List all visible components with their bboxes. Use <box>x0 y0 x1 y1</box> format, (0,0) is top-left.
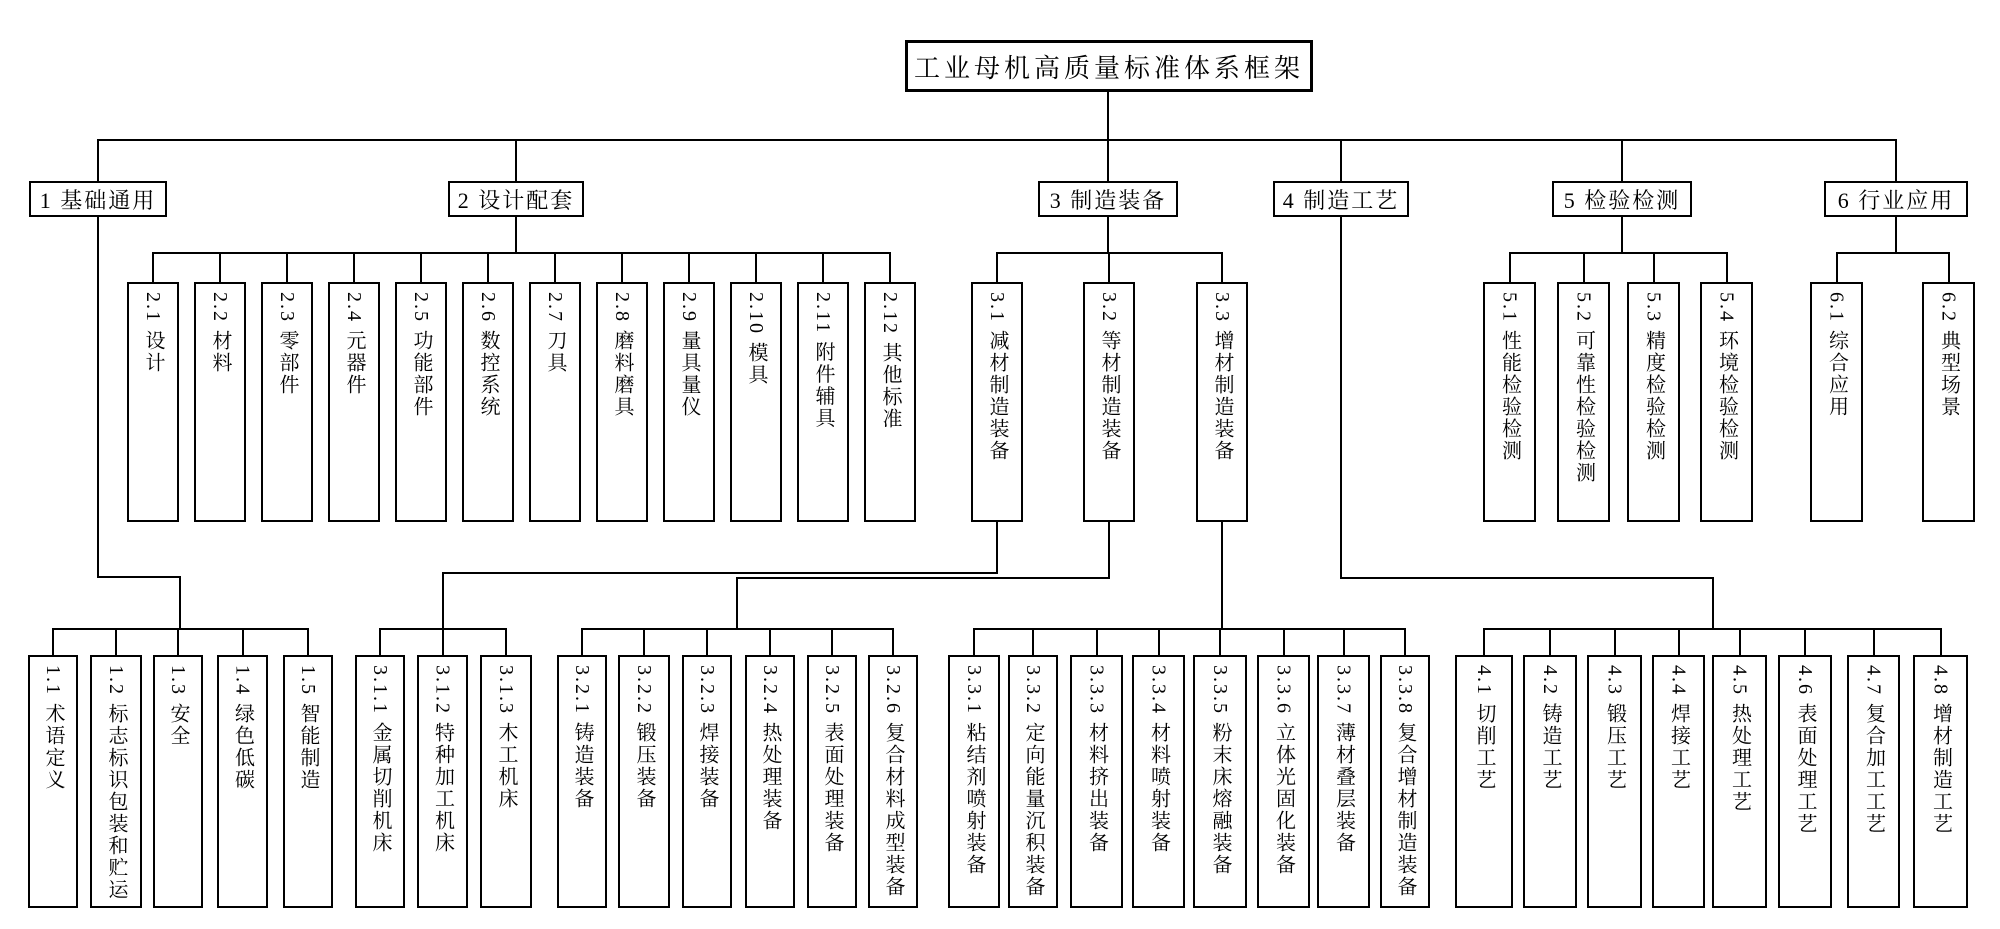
node-label: 1.1 术语定义 <box>42 665 64 791</box>
connector-line <box>621 253 623 282</box>
node-3-3-6 <box>1257 655 1310 908</box>
connector-line <box>420 253 422 282</box>
connector-line <box>1549 629 1551 655</box>
node-label: 3.2.3 焊接装备 <box>696 665 718 810</box>
connector-line <box>97 139 1897 141</box>
connector-line <box>219 253 221 282</box>
connector-line <box>442 572 998 574</box>
connector-line <box>706 629 708 655</box>
node-2-6 <box>462 282 514 522</box>
connector-line <box>1158 629 1160 655</box>
connector-line <box>1107 217 1109 253</box>
connector-line <box>581 629 583 655</box>
connector-line <box>307 629 309 655</box>
connector-line <box>996 253 998 282</box>
node-1-2 <box>90 655 142 908</box>
connector-line <box>179 577 181 629</box>
node-label: 3.2.1 铸造装备 <box>571 665 593 810</box>
connector-line <box>152 252 891 254</box>
connector-line <box>1804 629 1806 655</box>
node-2-2 <box>194 282 246 522</box>
node-5-2 <box>1557 282 1610 522</box>
node-6: 6 行业应用 <box>1824 181 1968 217</box>
node-label: 2.11 附件辅具 <box>812 292 834 430</box>
connector-line <box>1895 140 1897 181</box>
node-label: 3.2.2 锻压装备 <box>633 665 655 810</box>
node-label: 3.1 减材制造装备 <box>986 292 1008 462</box>
connector-line <box>505 629 507 655</box>
node-3-1 <box>971 282 1023 522</box>
node-label: 5.2 可靠性检验检测 <box>1572 292 1595 484</box>
node-3-2-6 <box>868 655 918 908</box>
node-2-10 <box>730 282 782 522</box>
node-label: 4.4 焊接工艺 <box>1667 665 1690 791</box>
node-4-3 <box>1587 655 1642 908</box>
node-2-11 <box>797 282 849 522</box>
node-label: 2.12 其他标准 <box>879 292 901 430</box>
connector-line <box>97 576 181 578</box>
connector-line <box>1836 253 1838 282</box>
connector-line <box>736 578 738 629</box>
node-label: 1.4 绿色低碳 <box>231 665 254 791</box>
connector-line <box>973 629 975 655</box>
node-label: 4.8 增材制造工艺 <box>1929 665 1952 835</box>
node-4-2 <box>1523 655 1577 908</box>
node-3-3-8 <box>1380 655 1430 908</box>
node-4-8 <box>1913 655 1968 908</box>
node-label: 3.2.6 复合材料成型装备 <box>882 665 904 898</box>
node-label: 3.1.3 木工机床 <box>495 665 517 810</box>
connector-line <box>1621 140 1623 181</box>
node-label: 2.9 量具量仪 <box>678 292 700 418</box>
node-2-5 <box>395 282 447 522</box>
node-label: 3.3.6 立体光固化装备 <box>1272 665 1295 876</box>
node-label: 2.3 零部件 <box>276 292 298 396</box>
connector-line <box>1107 92 1109 140</box>
node-2: 2 设计配套 <box>448 181 584 217</box>
node-label: 2.5 功能部件 <box>410 292 432 418</box>
connector-line <box>1340 140 1342 181</box>
node-2-1 <box>127 282 179 522</box>
node-2-9 <box>663 282 715 522</box>
node-label: 2.8 磨料磨具 <box>611 292 633 418</box>
connector-line <box>1096 629 1098 655</box>
connector-line <box>554 253 556 282</box>
connector-line <box>1621 217 1623 253</box>
connector-line <box>1583 253 1585 282</box>
node-label: 5.3 精度检验检测 <box>1642 292 1665 462</box>
connector-line <box>1678 629 1680 655</box>
node-label: 4.3 锻压工艺 <box>1603 665 1626 791</box>
connector-line <box>1509 253 1511 282</box>
node-label: 4.2 铸造工艺 <box>1539 665 1561 791</box>
node-2-7 <box>529 282 581 522</box>
connector-line <box>973 628 1406 630</box>
connector-line <box>892 629 894 655</box>
connector-line <box>97 140 99 181</box>
connector-line <box>515 217 517 253</box>
node-3-2-1 <box>557 655 607 908</box>
node-label: 4.7 复合加工工艺 <box>1862 665 1885 835</box>
node-4-6 <box>1778 655 1832 908</box>
node-3-2-2 <box>618 655 670 908</box>
connector-line <box>1836 252 1950 254</box>
connector-line <box>1948 253 1950 282</box>
connector-line <box>1221 522 1223 629</box>
node-label: 6.1 综合应用 <box>1825 292 1848 418</box>
node-label: 3.3.2 定向能量沉积装备 <box>1022 665 1044 898</box>
node-1-5 <box>283 655 333 908</box>
connector-line <box>1108 522 1110 578</box>
connector-line <box>97 217 99 577</box>
node-3-1-2 <box>417 655 468 908</box>
node-3-2-3 <box>682 655 732 908</box>
connector-line <box>755 253 757 282</box>
node-label: 1.2 标志标识包装和贮运 <box>105 665 127 901</box>
node-1-1 <box>28 655 78 908</box>
node-label: 6.2 典型场景 <box>1937 292 1960 418</box>
connector-line <box>1712 578 1714 629</box>
node-3-1-3 <box>480 655 532 908</box>
node-3-3-1 <box>948 655 1000 908</box>
connector-line <box>442 629 444 655</box>
node-3-3-2 <box>1008 655 1058 908</box>
node-label: 3.3.7 薄材叠层装备 <box>1332 665 1355 854</box>
node-3-2-4 <box>745 655 795 908</box>
connector-line <box>736 577 1110 579</box>
connector-line <box>643 629 645 655</box>
node-6-1 <box>1810 282 1863 522</box>
node-2-8 <box>596 282 648 522</box>
node-label: 2.2 材料 <box>209 292 231 374</box>
node-label: 4.5 热处理工艺 <box>1728 665 1751 813</box>
node-label: 1.5 智能制造 <box>297 665 319 791</box>
node-4-4 <box>1652 655 1705 908</box>
connector-line <box>1404 629 1406 655</box>
connector-line <box>1340 217 1342 578</box>
node-4: 4 制造工艺 <box>1273 181 1409 217</box>
connector-line <box>1107 140 1109 181</box>
node-label: 3.1.1 金属切削机床 <box>369 665 391 854</box>
node-label: 2.7 刀具 <box>544 292 566 374</box>
node-1: 1 基础通用 <box>29 181 167 217</box>
root-node-title: 工业母机高质量标准体系框架 <box>905 40 1313 92</box>
connector-line <box>442 573 444 629</box>
connector-line <box>1483 629 1485 655</box>
connector-line <box>1219 629 1221 655</box>
node-3-1-1 <box>355 655 405 908</box>
node-label: 3.2 等材制造装备 <box>1098 292 1120 462</box>
connector-line <box>996 522 998 573</box>
node-3-3 <box>1196 282 1248 522</box>
connector-line <box>52 628 309 630</box>
node-4-7 <box>1847 655 1900 908</box>
connector-line <box>1221 253 1223 282</box>
connector-line <box>1895 217 1897 253</box>
node-label: 4.1 切削工艺 <box>1473 665 1495 791</box>
node-2-3 <box>261 282 313 522</box>
connector-line <box>1108 253 1110 282</box>
connector-line <box>1940 629 1942 655</box>
connector-line <box>286 253 288 282</box>
node-label: 2.10 模具 <box>745 292 767 386</box>
node-label: 3.3.4 材料喷射装备 <box>1147 665 1170 854</box>
connector-line <box>52 629 54 655</box>
node-6-2 <box>1922 282 1975 522</box>
node-label: 3.3.5 粉末床熔融装备 <box>1209 665 1231 876</box>
node-label: 2.1 设计 <box>142 292 164 374</box>
connector-line <box>1032 629 1034 655</box>
node-2-12 <box>864 282 916 522</box>
node-label: 3.1.2 特种加工机床 <box>431 665 454 854</box>
node-3: 3 制造装备 <box>1038 181 1178 217</box>
node-4-5 <box>1712 655 1767 908</box>
connector-line <box>1614 629 1616 655</box>
node-label: 1.3 安全 <box>167 665 189 747</box>
connector-line <box>152 253 154 282</box>
connector-line <box>487 253 489 282</box>
node-3-3-4 <box>1132 655 1185 908</box>
connector-line <box>1283 629 1285 655</box>
connector-line <box>822 253 824 282</box>
node-5-3 <box>1627 282 1680 522</box>
node-3-2-5 <box>807 655 857 908</box>
node-label: 5.1 性能检验检测 <box>1498 292 1521 462</box>
node-3-3-5 <box>1193 655 1247 908</box>
node-5-1 <box>1483 282 1536 522</box>
connector-line <box>1340 577 1714 579</box>
node-label: 3.3.3 材料挤出装备 <box>1085 665 1108 854</box>
node-label: 3.2.4 热处理装备 <box>759 665 781 832</box>
connector-line <box>115 629 117 655</box>
node-label: 3.3 增材制造装备 <box>1211 292 1233 462</box>
node-label: 5.4 环境检验检测 <box>1715 292 1738 462</box>
node-label: 2.6 数控系统 <box>477 292 499 418</box>
node-4-1 <box>1455 655 1513 908</box>
node-label: 3.2.5 表面处理装备 <box>821 665 843 854</box>
connector-line <box>379 629 381 655</box>
node-label: 4.6 表面处理工艺 <box>1794 665 1816 835</box>
connector-line <box>889 253 891 282</box>
connector-line <box>769 629 771 655</box>
connector-line <box>1509 252 1728 254</box>
node-1-3 <box>153 655 203 908</box>
node-5-4 <box>1700 282 1753 522</box>
connector-line <box>831 629 833 655</box>
connector-line <box>515 140 517 181</box>
node-3-3-7 <box>1317 655 1370 908</box>
connector-line <box>581 628 894 630</box>
connector-line <box>1739 629 1741 655</box>
node-label: 3.3.8 复合增材制造装备 <box>1394 665 1416 898</box>
node-3-2 <box>1083 282 1135 522</box>
node-label: 3.3.1 粘结剂喷射装备 <box>963 665 985 876</box>
connector-line <box>1653 253 1655 282</box>
node-3-3-3 <box>1070 655 1123 908</box>
node-1-4 <box>217 655 268 908</box>
connector-line <box>1726 253 1728 282</box>
node-5: 5 检验检测 <box>1552 181 1692 217</box>
node-label: 2.4 元器件 <box>343 292 365 396</box>
connector-line <box>177 629 179 655</box>
connector-line <box>1873 629 1875 655</box>
connector-line <box>353 253 355 282</box>
connector-line <box>242 629 244 655</box>
node-2-4 <box>328 282 380 522</box>
connector-line <box>1343 629 1345 655</box>
connector-line <box>688 253 690 282</box>
